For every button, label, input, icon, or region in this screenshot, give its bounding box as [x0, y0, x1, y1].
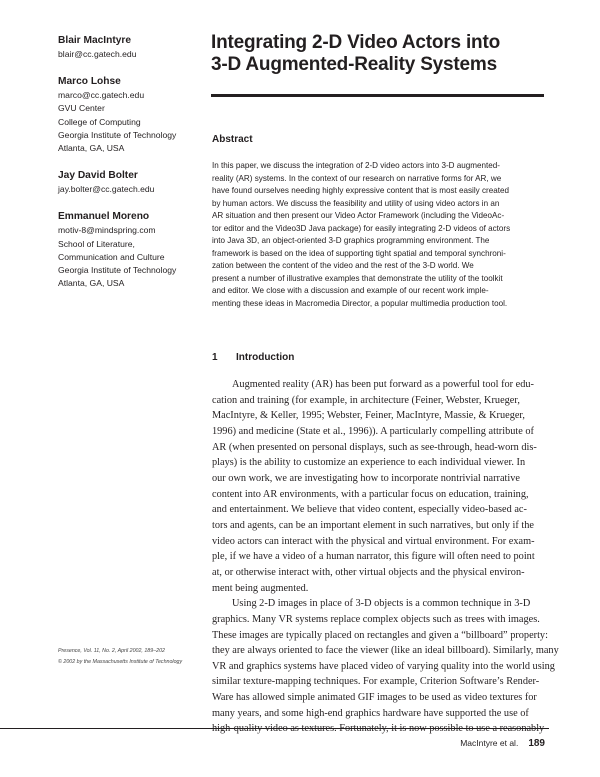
- author-affiliation: Communication and Culture: [58, 251, 165, 262]
- abstract-line: AR situation and then present our Video Actor Framework (including the VideoAc-: [212, 211, 505, 221]
- body-line: tors and agents, can be an important element in such narratives, but only if the: [212, 519, 534, 531]
- section-number: 1: [212, 352, 218, 363]
- body-line: video actors can interact with the physical and virtual environment. For exam-: [212, 535, 535, 547]
- footer-divider: [0, 728, 549, 729]
- abstract-line: have found ourselves needing highly expressive content that is most easily created: [212, 186, 509, 196]
- paper-title-line: Integrating 2-D Video Actors into: [211, 32, 500, 53]
- author-affiliation: Georgia Institute of Technology: [58, 265, 177, 276]
- body-line: MacIntyre, & Keller, 1995; Webster, Feiner, MacIntyre, Massie, & Krueger,: [212, 410, 526, 422]
- paper-title-line: 3-D Augmented-Reality Systems: [211, 54, 497, 75]
- citation-line: Presence, Vol. 11, No. 2, April 2002, 189–202: [58, 648, 165, 654]
- journal-citation: [58, 646, 218, 667]
- body-line: ple, if we have a video of a human narrator, this figure will often need to point: [212, 551, 535, 563]
- author-affiliation: School of Literature,: [58, 238, 135, 249]
- abstract-heading: Abstract: [212, 134, 253, 145]
- author-block: [58, 210, 208, 290]
- page-number: 189: [528, 738, 545, 749]
- body-line: content into AR environments, with a particular focus on education, training,: [212, 488, 529, 500]
- author-name: Jay David Bolter: [58, 170, 138, 182]
- author-affiliation: GVU Center: [58, 103, 105, 114]
- body-line: at, or otherwise interact with, other virtual objects and the physical environ-: [212, 566, 525, 578]
- abstract-line: menting these ideas in Macromedia Director, a popular multimedia production tool.: [212, 299, 508, 309]
- body-line: plays) is the ability to customize an experience to each individual viewer. In: [212, 457, 526, 469]
- body-line: Augmented reality (AR) has been put forward as a powerful tool for edu-: [232, 379, 534, 390]
- abstract-line: reality (AR) systems. In the context of our research on narrative forms for AR, we: [212, 173, 502, 183]
- abstract-line: and editor. We close with a discussion and example of our recent work imple-: [212, 286, 489, 296]
- body-line: our own work, we are investigating how to incorporate nontrivial narrative: [212, 472, 520, 484]
- author-column: [58, 34, 208, 304]
- abstract-line: tor editor and the Video3D Java package) for easily integrating 2-D videos of actors: [212, 223, 511, 233]
- abstract-line: zation between the content of the video and the rest of the 3-D world. We: [212, 261, 474, 271]
- body-line: many years, and some high-end graphics hardware have supported the use of: [212, 707, 529, 719]
- author-location: Atlanta, GA, USA: [58, 278, 125, 289]
- author-name: Marco Lohse: [58, 76, 121, 88]
- author-name: Emmanuel Moreno: [58, 211, 150, 223]
- abstract-line: framework is based on the idea of supporting tight spatial and temporal synchroni-: [212, 248, 506, 258]
- title-divider: [211, 94, 544, 97]
- body-line: and entertainment. We believe that video content, especially video-based ac-: [212, 504, 527, 516]
- body-line: [212, 721, 548, 737]
- body-line: Using 2-D images in place of 3-D objects is a common technique in 3-D: [232, 598, 531, 610]
- body-line: cation and training (for example, in architecture (Feiner, Webster, Krueger,: [212, 394, 520, 406]
- body-line: 1996) and medicine (State et al., 1996)). A particularly compelling attribute of: [212, 425, 534, 437]
- page-footer: [460, 738, 545, 749]
- abstract-line: In this paper, we discuss the integration of 2-D video actors into 3-D augmented-: [212, 161, 500, 170]
- author-affiliation: Georgia Institute of Technology: [58, 129, 177, 140]
- author-email: jay.bolter@cc.gatech.edu: [58, 184, 155, 195]
- abstract-line: present a number of illustrative examples that demonstrate the utility of the toolkit: [212, 273, 503, 283]
- author-email: blair@cc.gatech.edu: [58, 49, 137, 59]
- section-title: Introduction: [236, 352, 295, 363]
- author-block: [58, 75, 208, 155]
- copyright-line: © 2002 by the Massachusetts Institute of Technology: [58, 658, 183, 665]
- abstract-line: by human actors. We discuss the feasibility and utility of using video actors in an: [212, 198, 500, 208]
- author-email: marco@cc.gatech.edu: [58, 90, 145, 101]
- body-line: Ware has allowed simple animated GIF images to be used as video textures for: [212, 692, 537, 704]
- author-location: Atlanta, GA, USA: [58, 143, 125, 154]
- author-affiliation: College of Computing: [58, 116, 141, 127]
- introduction-text: [212, 377, 559, 737]
- paper-title: [211, 32, 556, 76]
- body-line: VR and graphics systems have placed video of varying quality into the world using: [212, 660, 555, 672]
- author-block: [58, 169, 208, 196]
- body-line: ment being augmented.: [212, 582, 309, 594]
- section-heading: [212, 352, 294, 363]
- abstract-line: into Java 3D, an object-oriented 3-D graphics programming environment. The: [212, 236, 490, 246]
- body-line: they are always oriented to face the viewer (like an ideal billboard). Similarly, many: [212, 645, 559, 657]
- body-line: These images are typically placed on rectangles and given a “billboard” property:: [212, 629, 548, 641]
- author-name: Blair MacIntyre: [58, 35, 132, 46]
- body-line: similar texture-mapping techniques. For example, Criterion Software’s Render-: [212, 676, 540, 688]
- abstract-text: [212, 160, 548, 311]
- author-block: [58, 34, 208, 61]
- body-line: AR (when presented on personal displays, such as see-through, head-worn dis-: [212, 441, 537, 453]
- body-line: graphics. Many VR systems replace complex objects such as trees with images.: [212, 613, 540, 625]
- running-head: MacIntyre et al.: [460, 738, 519, 748]
- author-email: motiv-8@mindspring.com: [58, 225, 156, 236]
